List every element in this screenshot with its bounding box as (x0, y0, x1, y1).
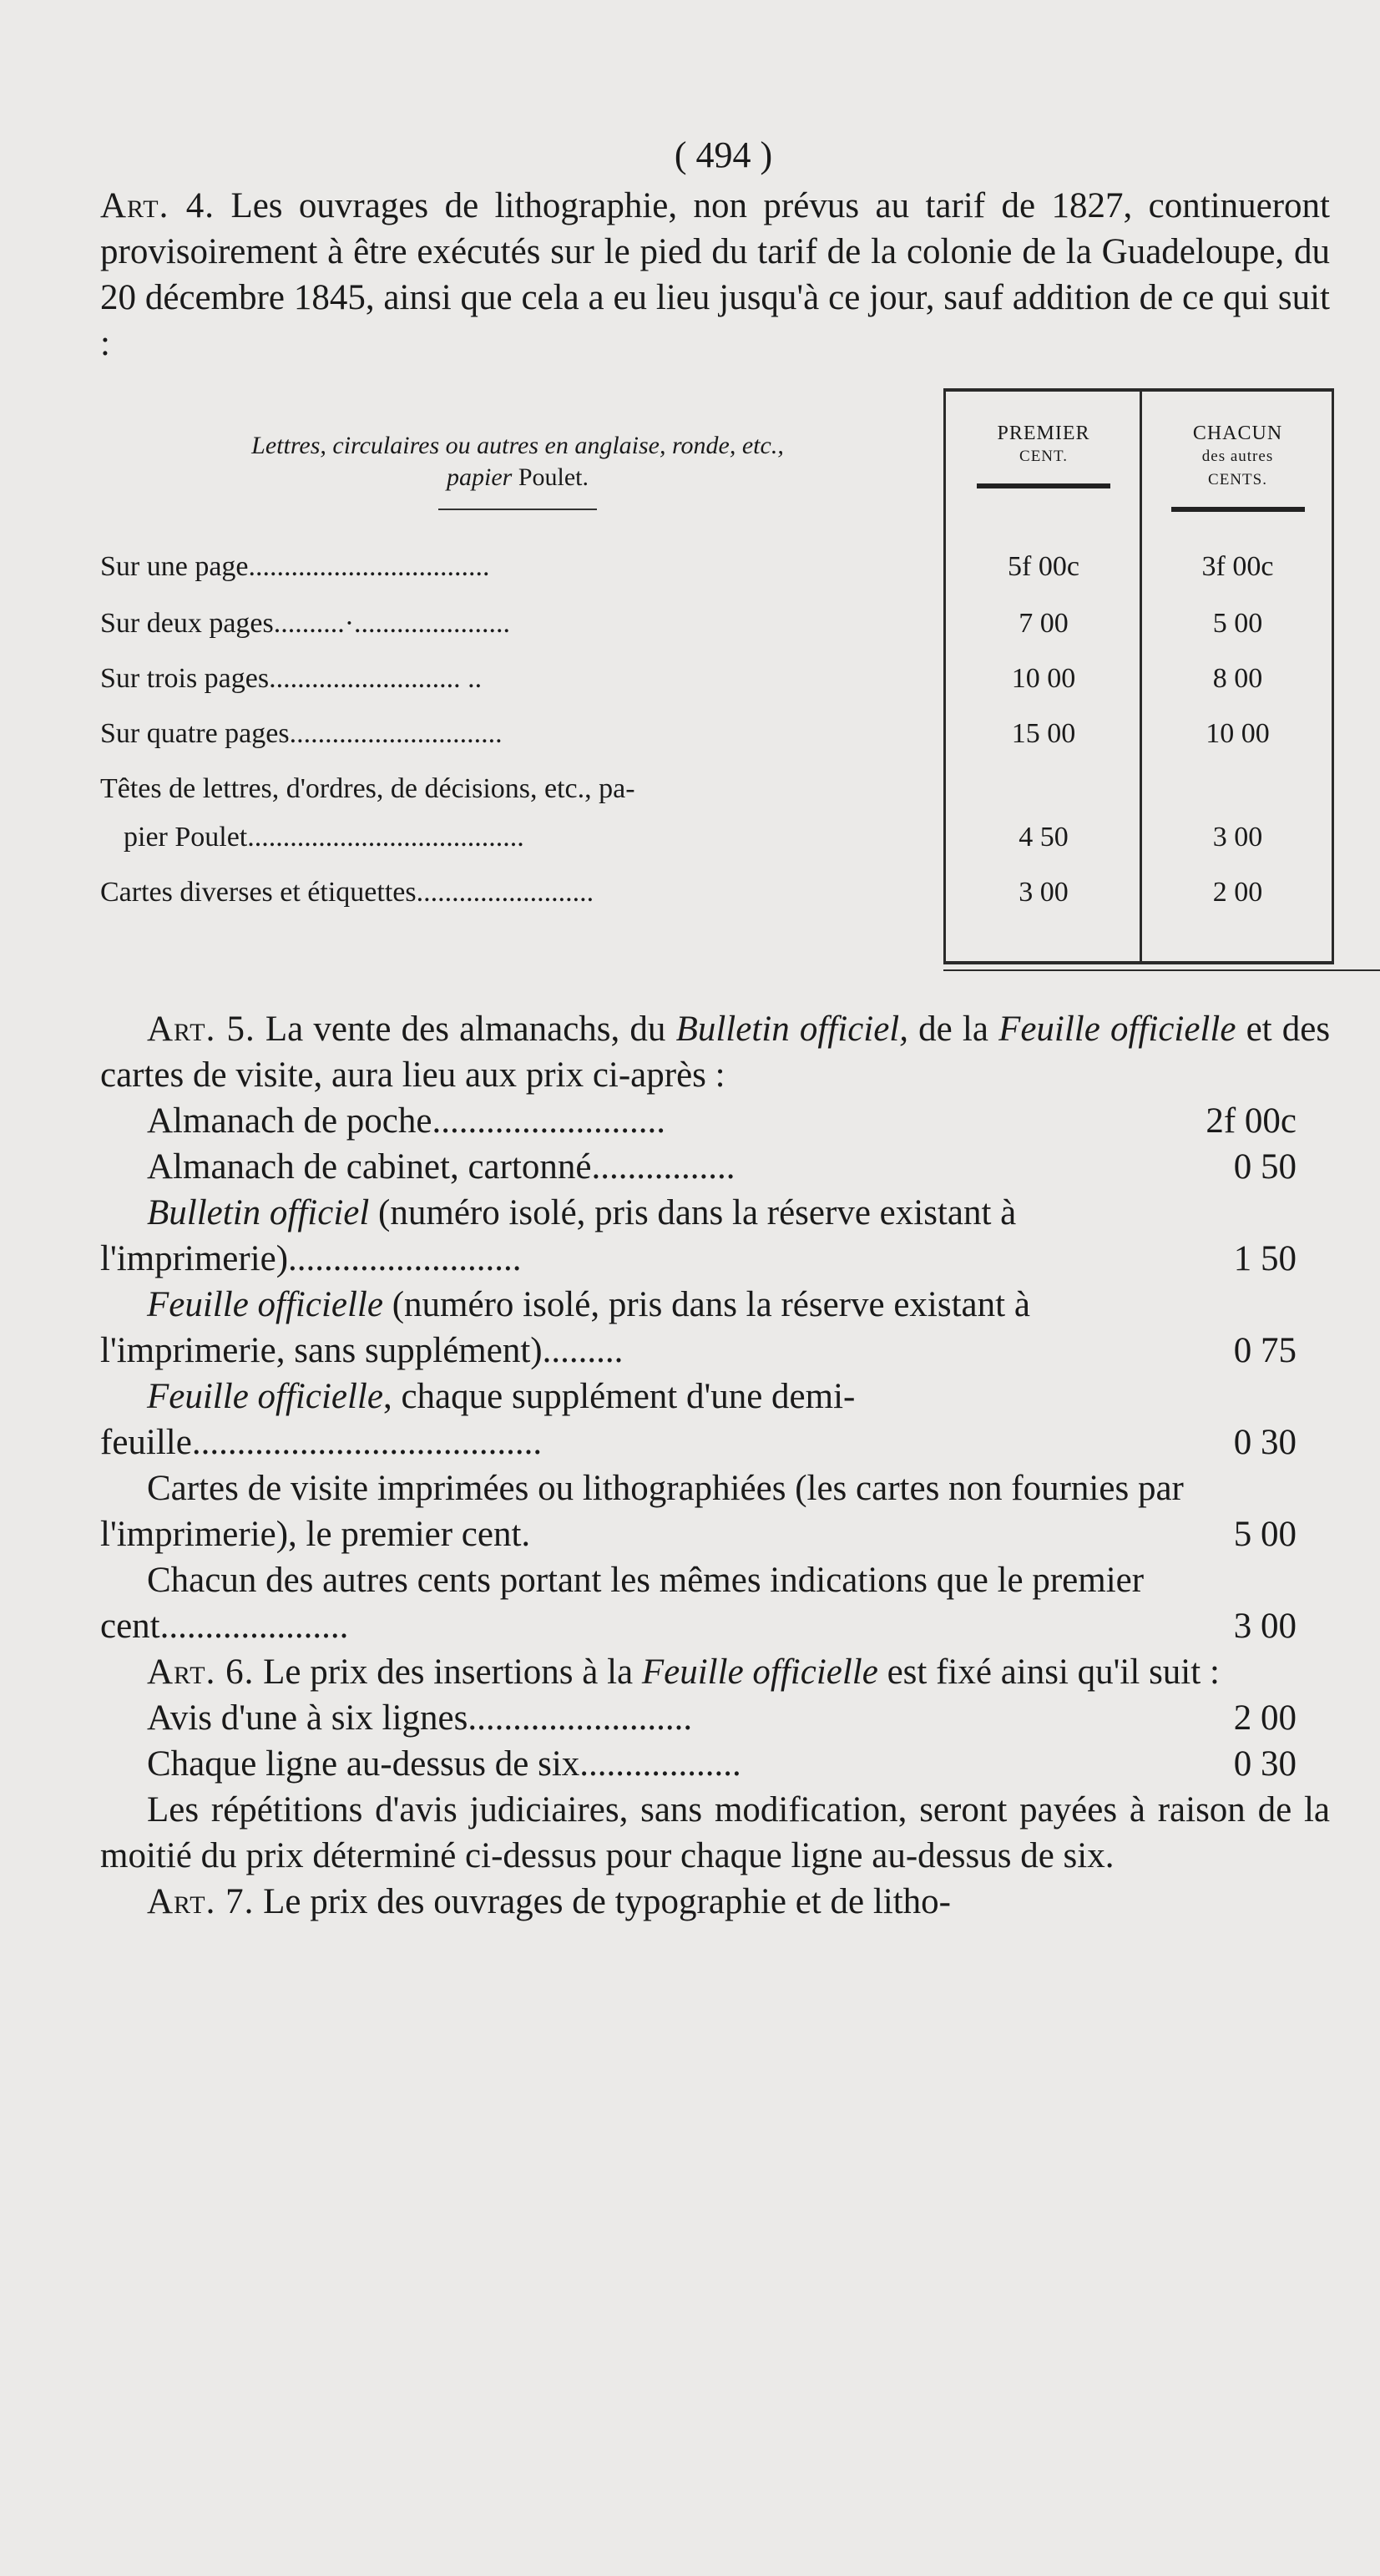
row-label: Sur quatre pages.............................. (100, 718, 503, 749)
row-first-cent: 15 00 (1011, 718, 1076, 749)
col2-subtitle: des autres (1201, 448, 1274, 465)
article-4 (100, 183, 1330, 367)
price-item-amount: 0 50 (1233, 1147, 1297, 1187)
article-5-text-b: de la (918, 1010, 988, 1049)
price-item (100, 1741, 1330, 1787)
row-label: Têtes de lettres, d'ordres, de décisions, etc., pa- (100, 773, 635, 804)
row-label: Sur trois pages........................... .. (100, 663, 483, 694)
row-other-cents: 2 00 (1212, 877, 1263, 908)
price-item (100, 1282, 1330, 1374)
article-6-label: Art. 6. (147, 1652, 255, 1692)
article-4-text: Les ouvrages de lithographie, non prévus au tarif de 1827, continueront provisoirement à être exécutés sur le pied du tarif de la colonie de la Guadeloupe, du 20 décembre 1845, ainsi que cela a eu lieu jusqu'à ce jour, sauf addition de ce qui suit : (100, 186, 1331, 363)
article-5 (100, 1006, 1330, 1098)
price-item-amount: 0 75 (1233, 1331, 1297, 1370)
tariff-table (100, 388, 1336, 973)
table-column-divider (1140, 388, 1142, 964)
row-label: Cartes diverses et étiquettes......................... (100, 877, 594, 908)
article-7 (100, 1879, 1330, 1925)
article-6-paragraph: Les répétitions d'avis judiciaires, sans modification, seront payées à raison de la moitié du prix déterminé ci-dessus pour chaque ligne au-dessus de six. (100, 1790, 1330, 1875)
row-label: Sur deux pages..........·...................... (100, 608, 511, 639)
price-item-amount: 1 50 (1233, 1239, 1297, 1278)
price-item-text: Avis d'une à six lignes......................... (147, 1698, 693, 1738)
price-item-text: Almanach de poche.......................... (147, 1101, 665, 1141)
article-5-italic-a: Bulletin officiel, (675, 1010, 909, 1049)
article-5-text-c: et des cartes de visite, aura lieu aux prix ci-après : (100, 1010, 1331, 1095)
col2-title: CHACUN (1192, 423, 1283, 444)
article-7-text: Le prix des ouvrages de typographie et de litho- (263, 1882, 952, 1921)
row-other-cents: 3 00 (1212, 822, 1263, 853)
price-item-text: (numéro isolé, pris dans la réserve existant à l'imprimerie, sans supplément)......... (100, 1285, 1030, 1370)
price-item-amount: 5 00 (1233, 1515, 1297, 1554)
col1-title: PREMIER (997, 423, 1090, 444)
price-item-italic: Bulletin officiel (147, 1193, 370, 1232)
price-item-text: Almanach de cabinet, cartonné................ (147, 1147, 735, 1187)
article-6-text-a: Le prix des insertions à la (263, 1652, 634, 1692)
col-header-first-cent (952, 422, 1135, 488)
price-item-text: Cartes de visite imprimées ou lithographiées (les cartes non fournies par l'imprimerie), le premier cent. (100, 1469, 1184, 1554)
col1-bar (977, 483, 1110, 488)
price-item (100, 1557, 1330, 1649)
price-item-amount: 2f 00c (1206, 1101, 1297, 1141)
price-item-amount: 2 00 (1233, 1698, 1297, 1738)
article-6-text-b: est fixé ainsi qu'il suit : (887, 1652, 1220, 1692)
page-number: ( 494 ) (674, 134, 773, 175)
price-item-text: Chaque ligne au-dessus de six.................. (147, 1744, 741, 1784)
price-item-amount: 0 30 (1233, 1423, 1297, 1462)
article-5-label: Art. 5. (147, 1010, 255, 1049)
row-other-cents: 3f 00c (1201, 551, 1274, 582)
price-item (100, 1098, 1330, 1144)
price-item-text: (numéro isolé, pris dans la réserve existant à l'imprimerie).......................... (100, 1193, 1017, 1278)
row-label: pier Poulet....................................... (124, 822, 524, 853)
price-item (100, 1695, 1330, 1741)
article-6-italic: Feuille officielle (641, 1652, 878, 1692)
price-item (100, 1190, 1330, 1282)
price-item-amount: 3 00 (1233, 1607, 1297, 1646)
article-5-text-a: La vente des almanachs, du (265, 1010, 666, 1049)
table-header-line1: Lettres, circulaires ou autres en anglaise, ronde, etc., (251, 432, 784, 459)
table-bottom-rule (943, 969, 1380, 971)
header-rule (438, 509, 597, 510)
row-other-cents: 10 00 (1206, 718, 1270, 749)
table-header-line2-roman: Poulet. (518, 463, 589, 491)
col-header-other-cents (1148, 422, 1327, 512)
price-item-text: Chacun des autres cents portant les mêmes indications que le premier cent..................... (100, 1561, 1145, 1646)
price-item-text: , chaque supplément d'une demi-feuille....................................... (100, 1377, 856, 1462)
article-5-italic-b: Feuille officielle (998, 1010, 1236, 1049)
row-other-cents: 5 00 (1212, 608, 1263, 639)
price-item-italic: Feuille officielle (147, 1377, 383, 1416)
article-6 (100, 1649, 1330, 1695)
price-item (100, 1144, 1330, 1190)
price-list-art5 (100, 1098, 1330, 1649)
row-first-cent: 7 00 (1019, 608, 1069, 639)
row-first-cent: 5f 00c (1008, 551, 1079, 582)
row-first-cent: 10 00 (1011, 663, 1076, 694)
table-header-line2-italic: papier (447, 463, 513, 491)
col1-subtitle: CENT. (1019, 448, 1068, 465)
table-header-left (100, 430, 935, 510)
price-item (100, 1374, 1330, 1465)
article-4-label: Art. 4. (100, 186, 215, 225)
article-7-label: Art. 7. (147, 1882, 255, 1921)
price-item-italic: Feuille officielle (147, 1285, 383, 1324)
price-list-art6 (100, 1695, 1330, 1787)
price-item (100, 1465, 1330, 1557)
price-item-amount: 0 30 (1233, 1744, 1297, 1784)
row-first-cent: 4 50 (1019, 822, 1069, 853)
col2-bar (1171, 507, 1305, 512)
row-first-cent: 3 00 (1019, 877, 1069, 908)
row-other-cents: 8 00 (1212, 663, 1263, 694)
col2-subtitle2: CENTS. (1208, 471, 1267, 488)
row-label: Sur une page.................................. (100, 551, 490, 582)
